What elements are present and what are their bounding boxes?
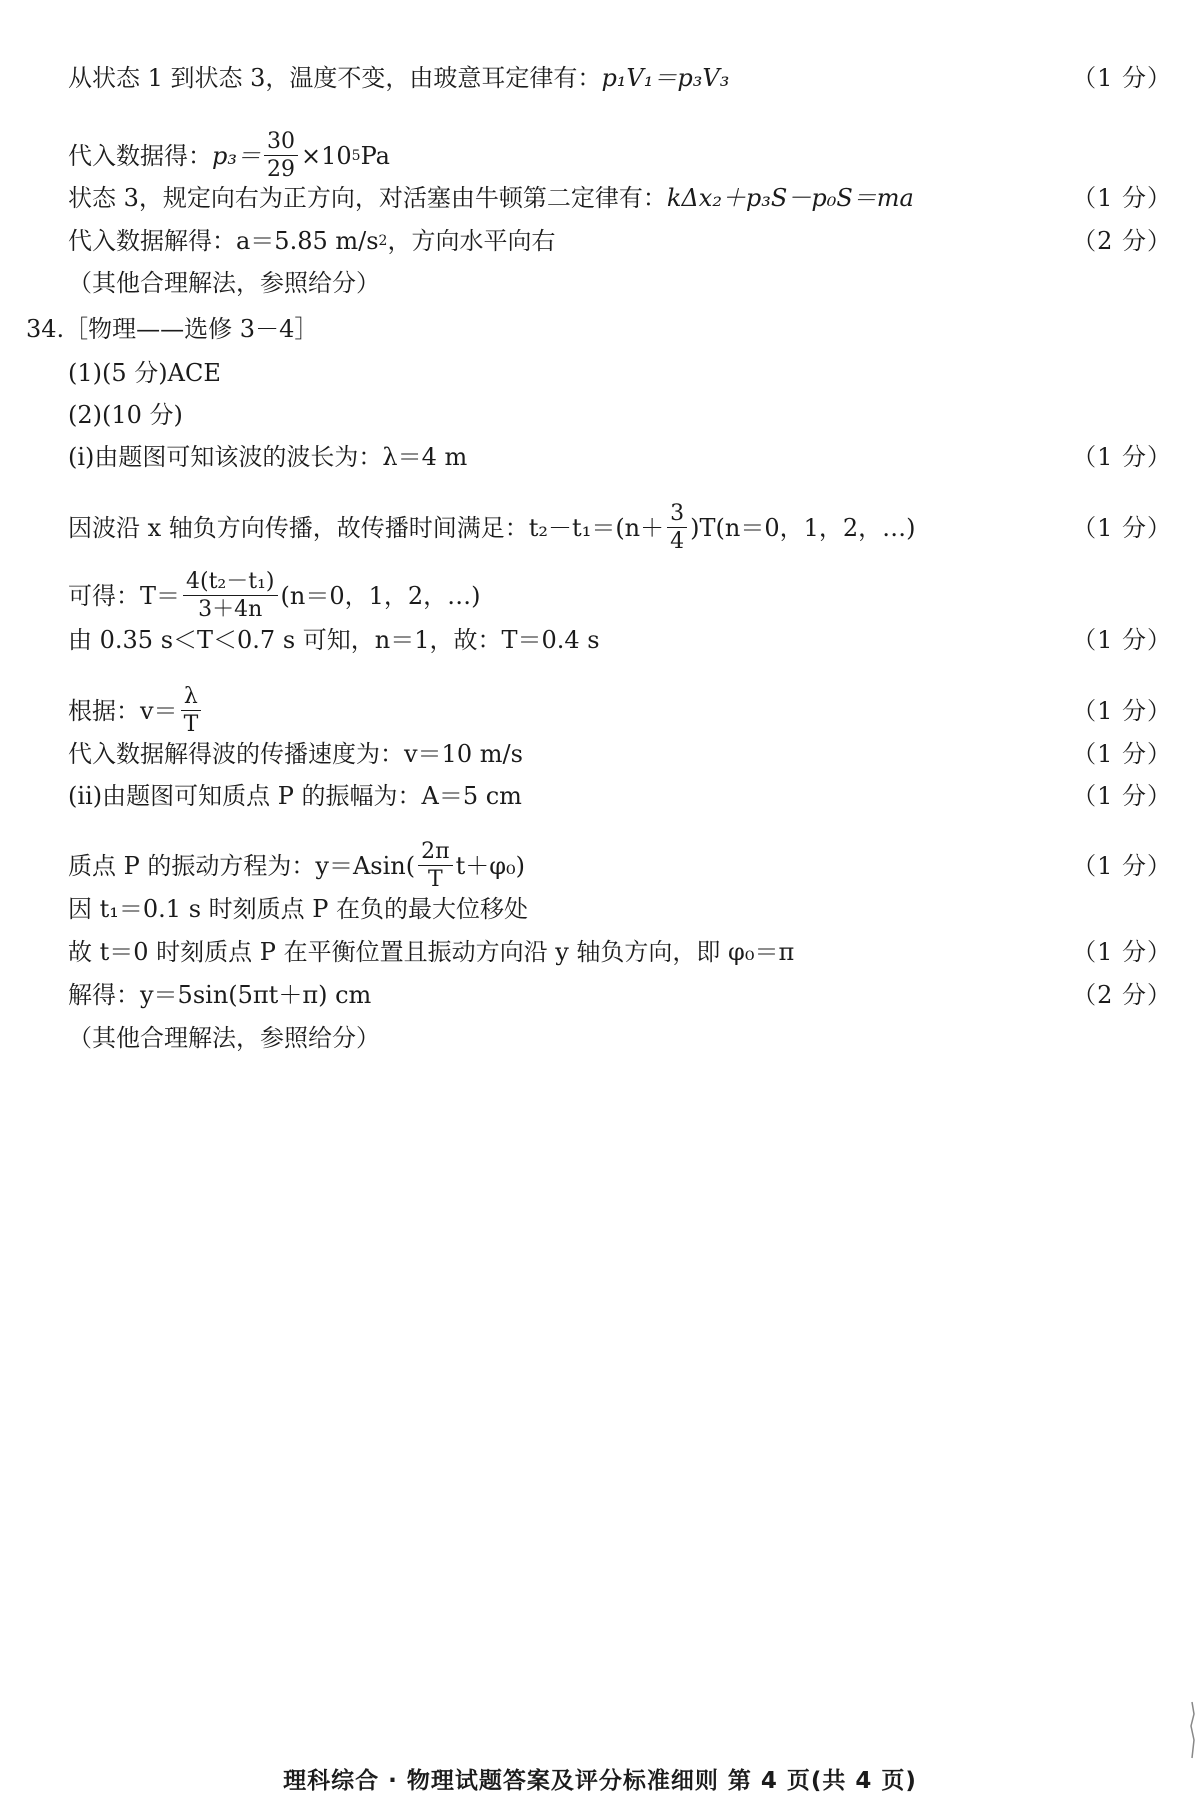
unit: Pa (360, 141, 390, 170)
note: （其他合理解法，参照给分） (68, 269, 380, 297)
text: 故 t＝0 时刻质点 P 在平衡位置且振动方向沿 y 轴负方向，即 φ₀＝π (68, 938, 795, 966)
text: (ⅰ)由题图可知该波的波长为：λ＝4 m (68, 443, 468, 471)
text: 可得：T＝ (68, 581, 181, 610)
exponent: 2 (378, 233, 388, 249)
section-heading (26, 317, 1172, 341)
text: )T(n＝0，1，2，…) (690, 513, 916, 542)
score: （2 分） (1072, 227, 1172, 255)
line-wavelength (68, 445, 1172, 469)
text: 代入数据解得波的传播速度为：v＝10 m/s (68, 740, 523, 768)
fraction (667, 502, 687, 553)
text: 因波沿 x 轴负方向传播，故传播时间满足：t₂－t₁＝(n＋ (68, 513, 665, 542)
fraction (418, 840, 452, 891)
line-phase (68, 940, 1172, 964)
fraction (181, 685, 202, 736)
denominator: 29 (266, 157, 295, 183)
line-boyle (68, 66, 1172, 90)
score: （1 分） (1072, 626, 1172, 654)
score: （1 分） (1072, 64, 1172, 92)
line-part1 (68, 361, 1172, 385)
score: （2 分） (1072, 981, 1172, 1009)
text: t＋φ₀) (455, 851, 526, 880)
denominator: 3＋4n (198, 597, 263, 623)
line-accel (68, 229, 1172, 253)
score: （1 分） (1072, 782, 1172, 810)
score: （1 分） (1072, 851, 1172, 880)
text: ，方向水平向右 (387, 227, 556, 255)
numerator: 30 (264, 130, 298, 156)
numerator: 4(t₂－t₁) (183, 570, 277, 596)
numerator: 3 (667, 502, 687, 528)
line-p3 (68, 130, 1172, 181)
line-t1 (68, 897, 1172, 921)
text: 代入数据解得： (68, 227, 236, 255)
fraction (264, 130, 298, 181)
formula: p₃＝ (212, 141, 261, 170)
line-vibration-eq (68, 840, 1172, 891)
formula: p₁V₁＝p₃V₃ (601, 64, 730, 92)
text: 由 0.35 s＜T＜0.7 s 可知，n＝1，故：T＝0.4 s (68, 626, 600, 654)
formula: kΔx₂＋p₃S－p₀S＝ma (666, 184, 914, 212)
line-solution (68, 983, 1172, 1007)
line-note (68, 1026, 1172, 1050)
score: （1 分） (1072, 184, 1172, 212)
score: （1 分） (1072, 740, 1172, 768)
score: （1 分） (1072, 513, 1172, 542)
text: (ⅱ)由题图可知质点 P 的振幅为：A＝5 cm (68, 782, 522, 810)
denominator: T (183, 712, 199, 738)
line-velocity (68, 742, 1172, 766)
exponent: 5 (351, 147, 361, 164)
binding-edge-mark (1188, 1700, 1196, 1760)
heading: 34.［物理——选修 3－4］ (26, 315, 319, 343)
fraction (183, 570, 277, 621)
text: (2)(10 分) (68, 401, 183, 429)
text: (n＝0，1，2，…) (280, 581, 481, 610)
denominator: 4 (670, 529, 685, 555)
text: 代入数据得： (68, 141, 212, 170)
text: 因 t₁＝0.1 s 时刻质点 P 在负的最大位移处 (68, 895, 529, 923)
text: 状态 3，规定向右为正方向，对活塞由牛顿第二定律有： (68, 184, 667, 212)
value: a＝5.85 m/s (236, 227, 379, 255)
text: ×10 (300, 141, 352, 170)
line-propagation (68, 502, 1172, 553)
line-period-value (68, 628, 1172, 652)
denominator: T (428, 867, 443, 893)
score: （1 分） (1072, 443, 1172, 471)
line-velocity-formula (68, 685, 1172, 736)
score: （1 分） (1072, 696, 1172, 725)
score: （1 分） (1072, 938, 1172, 966)
text: 质点 P 的振动方程为：y＝Asin( (68, 851, 416, 880)
line-part2 (68, 403, 1172, 427)
text: (1)(5 分)ACE (68, 359, 221, 387)
note: （其他合理解法，参照给分） (68, 1024, 380, 1052)
line-period (68, 570, 1172, 621)
numerator: λ (181, 685, 201, 711)
text: 解得：y＝5sin(5πt＋π) cm (68, 981, 372, 1009)
numerator: 2π (418, 840, 452, 866)
text: 从状态 1 到状态 3，温度不变，由玻意耳定律有： (68, 64, 602, 92)
page-footer: 理科综合 · 物理试题答案及评分标准细则 第 4 页(共 4 页) (283, 1768, 917, 1794)
line-amplitude (68, 784, 1172, 808)
line-note (68, 271, 1172, 295)
line-newton (68, 186, 1172, 210)
text: 根据：v＝ (68, 696, 178, 725)
